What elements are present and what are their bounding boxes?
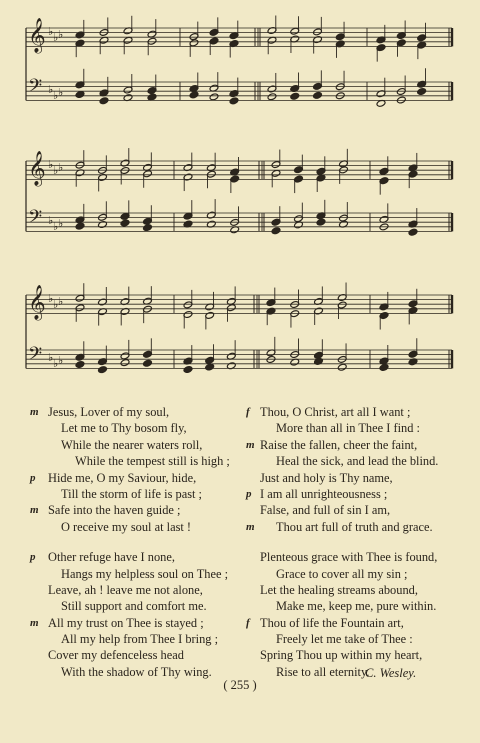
verse-text: Heal the sick, and lead the blind. xyxy=(276,454,439,469)
verse-line xyxy=(30,582,238,598)
verse-line xyxy=(30,404,238,420)
note-head xyxy=(209,93,219,101)
verse-line xyxy=(30,437,238,453)
verse-line xyxy=(246,582,462,598)
verse-line xyxy=(30,631,238,647)
verse-text: Just and holy is Thy name, xyxy=(260,470,393,485)
verse-text: All my trust on Thee is stayed ; xyxy=(48,615,204,630)
flat-icon: ♭ xyxy=(58,354,64,367)
note-head xyxy=(316,218,326,226)
flat-icon: ♭ xyxy=(53,357,59,370)
note-head xyxy=(271,227,281,235)
stanza xyxy=(30,404,238,535)
verse-text: Grace to cover all my sin ; xyxy=(276,566,408,581)
flat-icon: ♭ xyxy=(48,214,54,227)
flat-icon: ♭ xyxy=(48,351,54,364)
verse-line xyxy=(30,486,238,502)
note-head xyxy=(313,91,323,99)
verse-text: Let me to Thy bosom fly, xyxy=(61,421,187,436)
verse-text: Cover my defenceless head xyxy=(48,648,184,663)
dynamic-mark: f xyxy=(246,616,250,629)
page-number: ( 255 ) xyxy=(223,678,257,692)
verse-text: Spring Thou up within my heart, xyxy=(260,648,423,663)
dynamic-mark: m xyxy=(246,520,255,533)
verse-line xyxy=(246,631,462,647)
verse-text: Jesus, Lover of my soul, xyxy=(48,405,170,419)
dynamic-mark: p xyxy=(246,487,252,500)
flat-icon: ♭ xyxy=(58,86,64,99)
verse-text: While the nearer waters roll, xyxy=(61,437,203,452)
stanza xyxy=(246,549,462,680)
note-head xyxy=(147,93,157,101)
flat-icon: ♭ xyxy=(53,31,59,44)
verse-line xyxy=(246,615,462,631)
verse-line xyxy=(30,647,238,663)
flat-icon: ♭ xyxy=(53,220,59,233)
verse-text: Raise the fallen, cheer the faint, xyxy=(260,437,418,452)
flat-icon: ♭ xyxy=(58,217,64,230)
verse-text: Let the healing streams abound, xyxy=(260,582,418,597)
dynamic-mark: m xyxy=(246,438,255,451)
note-head xyxy=(205,363,215,371)
dynamic-mark: m xyxy=(30,406,39,418)
flat-icon: ♭ xyxy=(48,292,54,305)
verse-text: Thou, O Christ, art all I want ; xyxy=(260,405,411,419)
stanza xyxy=(30,549,238,680)
flat-icon: ♭ xyxy=(48,83,54,96)
note-head xyxy=(267,93,277,101)
verse-text: I am all unrighteousness ; xyxy=(260,486,388,501)
flat-icon: ♭ xyxy=(48,158,54,171)
verse-text: Leave, ah ! leave me not alone, xyxy=(48,582,203,597)
verse-text: More than all in Thee I find : xyxy=(276,421,420,436)
treble-clef-icon: 𝄞 xyxy=(28,18,46,53)
verse-line xyxy=(246,549,462,565)
verse-line xyxy=(246,453,462,469)
note-head xyxy=(290,92,300,100)
dynamic-mark: p xyxy=(30,471,36,484)
flat-icon: ♭ xyxy=(58,28,64,41)
verse-text: Till the storm of life is past ; xyxy=(61,486,203,501)
flat-icon: ♭ xyxy=(53,89,59,102)
verse-line xyxy=(30,615,238,631)
verse-line xyxy=(246,502,462,518)
verse-text: Rise to all eternity. xyxy=(276,664,370,679)
verse-text: Hangs my helpless soul on Thee ; xyxy=(61,566,229,581)
flat-icon: ♭ xyxy=(58,161,64,174)
verse-line xyxy=(30,470,238,486)
verse-line xyxy=(30,420,238,436)
flat-icon: ♭ xyxy=(53,298,59,311)
verse-text: Other refuge have I none, xyxy=(48,550,175,565)
verse-text: Thou of life the Fountain art, xyxy=(260,615,404,630)
note-head xyxy=(120,219,130,227)
verse-text: With the shadow of Thy wing. xyxy=(61,664,212,679)
verse-line xyxy=(246,598,462,614)
note-head xyxy=(75,91,85,99)
dynamic-mark: m xyxy=(30,504,39,517)
note-head xyxy=(417,88,427,96)
note-head xyxy=(337,363,347,371)
verse-line xyxy=(30,566,238,582)
left-column xyxy=(30,404,238,694)
note-head xyxy=(379,363,389,371)
verse-text: False, and full of sin I am, xyxy=(260,503,391,518)
verse-line xyxy=(246,566,462,582)
verse-text: Hide me, O my Saviour, hide, xyxy=(48,470,197,485)
note-head xyxy=(408,228,418,236)
verse-text: While the tempest still is high ; xyxy=(75,454,230,469)
verse-text: Make me, keep me, pure within. xyxy=(276,599,437,614)
dynamic-mark: f xyxy=(246,406,250,418)
verse-line xyxy=(246,647,462,663)
verse-line xyxy=(246,519,462,535)
verse-text: All my help from Thee I bring ; xyxy=(61,632,219,647)
verse-line xyxy=(246,486,462,502)
note-head xyxy=(75,361,85,369)
note-head xyxy=(229,97,239,105)
verse-text: O receive my soul at last ! xyxy=(61,519,192,534)
treble-clef-icon: 𝄞 xyxy=(28,285,46,320)
dynamic-mark: p xyxy=(30,551,36,564)
right-column xyxy=(246,404,462,694)
flat-icon: ♭ xyxy=(48,25,54,38)
verse-text: Freely let me take of Thee : xyxy=(276,632,413,647)
verse-text: Safe into the haven guide ; xyxy=(48,503,181,518)
note-head xyxy=(183,366,193,374)
verse-line xyxy=(30,502,238,518)
verse-line xyxy=(30,519,238,535)
bass-clef-icon: 𝄢 xyxy=(28,207,43,232)
verse-text: Still support and comfort me. xyxy=(61,599,207,614)
note-head xyxy=(120,359,130,367)
verse-line xyxy=(30,453,238,469)
note-head xyxy=(99,97,109,105)
verse-line xyxy=(246,470,462,486)
treble-clef-icon: 𝄞 xyxy=(28,151,46,186)
dynamic-mark: m xyxy=(30,616,39,629)
verse-line xyxy=(30,598,238,614)
flat-icon: ♭ xyxy=(53,164,59,177)
note-head xyxy=(98,366,108,374)
verse-text: Thou art full of truth and grace. xyxy=(276,519,433,534)
note-head xyxy=(189,91,199,99)
note-head xyxy=(143,359,153,367)
verse-text: Plenteous grace with Thee is found, xyxy=(260,550,438,565)
verse-line xyxy=(246,437,462,453)
author-attribution: C. Wesley. xyxy=(365,666,417,680)
stanza xyxy=(246,404,462,535)
verse-line xyxy=(246,420,462,436)
verse-line xyxy=(246,404,462,420)
bass-clef-icon: 𝄢 xyxy=(28,344,43,369)
bass-clef-icon: 𝄢 xyxy=(28,76,43,101)
flat-icon: ♭ xyxy=(58,295,64,308)
note-head xyxy=(143,224,153,232)
note-head xyxy=(98,221,108,229)
verse-line xyxy=(30,549,238,565)
note-head xyxy=(75,222,85,230)
